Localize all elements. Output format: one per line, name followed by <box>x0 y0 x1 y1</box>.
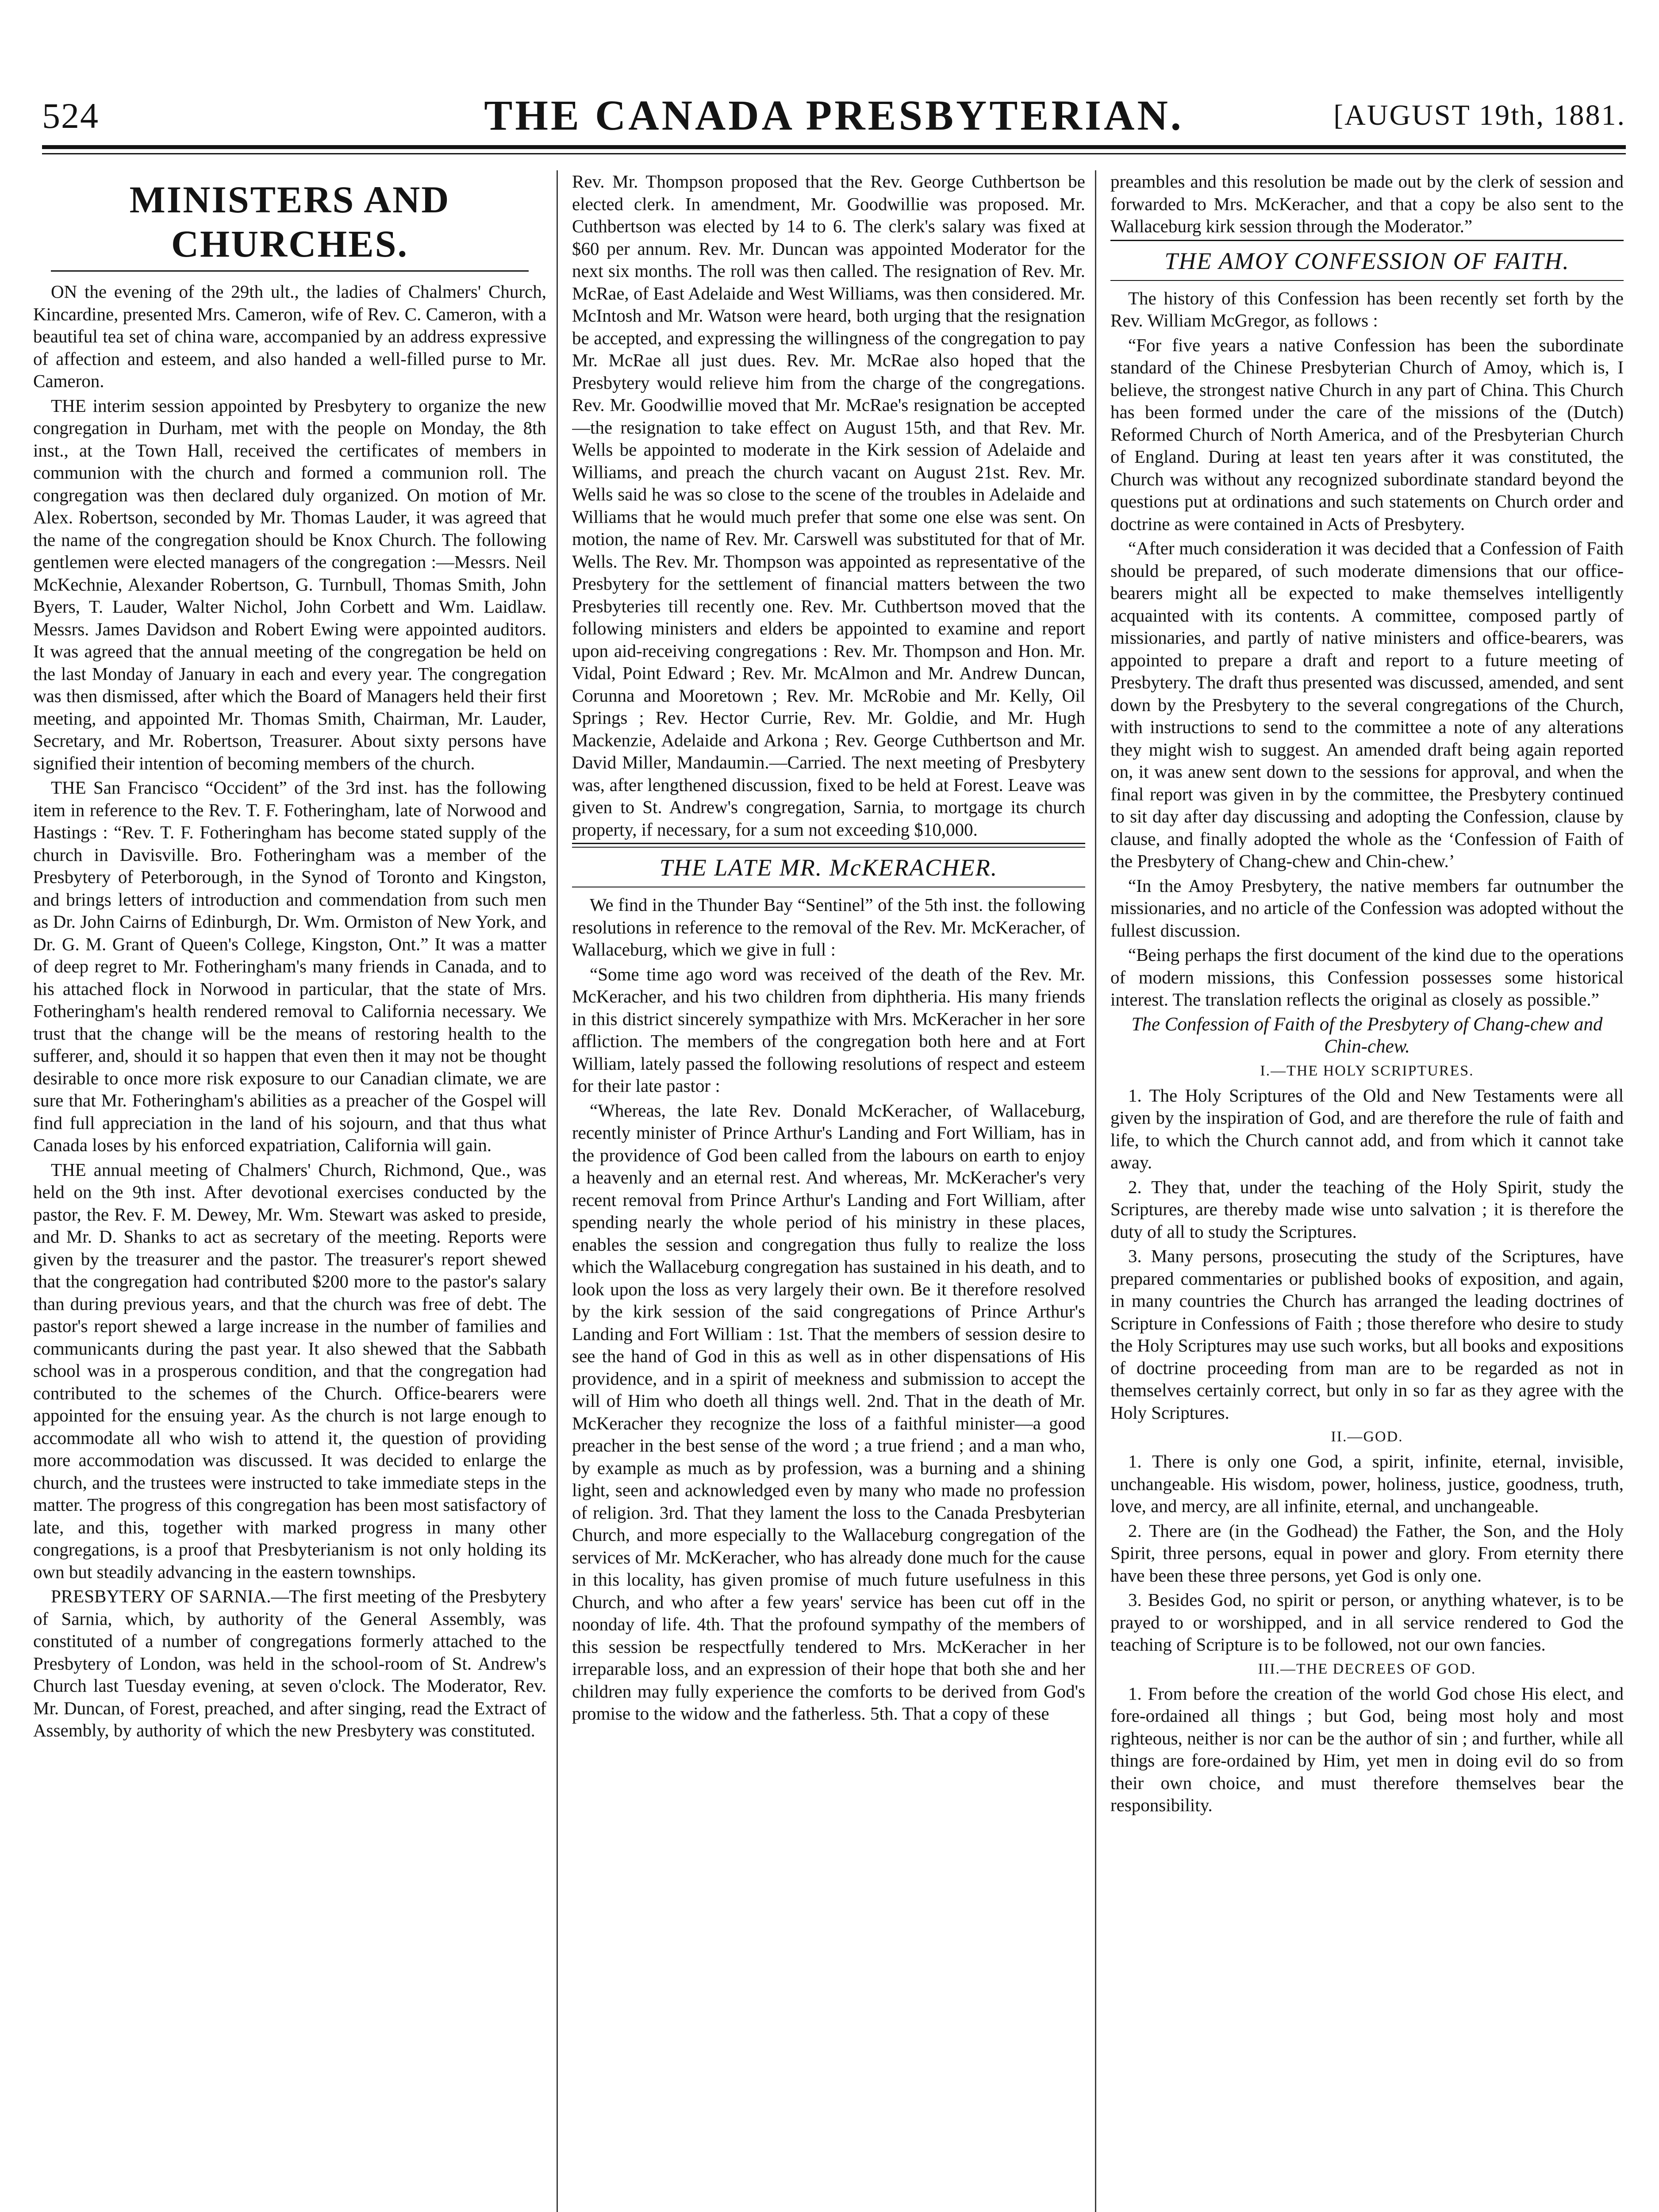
section-heading-scriptures: I.—THE HOLY SCRIPTURES. <box>1260 1062 1474 1079</box>
column-2 <box>572 170 1085 2212</box>
article-sarnia-continued: Rev. Mr. Thompson proposed that the Rev. George Cuthbertson be elected clerk. In amendment, Mr. Goodwillie was proposed. Mr. Cuthbertson was elected by 14 to 6. The clerk's salary was fixed at $60 per annum. Rev. Mr. Duncan was appointed Moderator for the next six months. The roll was then called. The resignation of Rev. Mr. McRae, of East Adelaide and West Williams, was then considered. Mr. McIntosh and Mr. Watson were heard, both urging that the resignation be accepted, and expressing the willingness of the congregation to pay Mr. McRae all just dues. Rev. Mr. McRae also hoped that the Presbytery would relieve him from the charge of the congregations. Rev. Mr. Goodwillie moved that Mr. McRae's resignation be accepted—the resignation to take effect on August 15th, and that Rev. Mr. Wells be appointed to moderate in the Kirk session of Adelaide and Williams, and preach the church vacant on August 21st. Rev. Mr. Wells said he was so close to the scene of the troubles in Adelaide and Williams that he would much prefer that some one else was sent. On motion, the name of Rev. Mr. Carswell was substituted for that of Mr. Wells. The Rev. Mr. Thompson was appointed as representative of the Presbytery for the settlement of financial matters between the two Presbyteries till recently one. Rev. Mr. Cuthbertson moved that the following ministers and elders be appointed to examine and report upon aid-receiving congregations : Rev. Mr. Thompson and Hon. Mr. Vidal, Point Edward ; Rev. Mr. McAlmon and Mr. Andrew Duncan, Corunna and Mooretown ; Rev. Mr. McRobie and Mr. Kelly, Oil Springs ; Rev. Hector Currie, Rev. Mr. Goldie, and Mr. Hugh Mackenzie, Adelaide and Arkona ; Rev. George Cuthbertson and Mr. David Miller, Mandaumin.—Carried. The next meeting of Presbytery was, after lengthened discussion, fixed to be held at Forest. Leave was given to St. Andrew's congregation, Sarnia, to mortgage its church property, if necessary, for a sum not exceeding $10,000. <box>572 171 1085 840</box>
page-header <box>42 91 1626 139</box>
department-title: MINISTERS AND CHURCHES. <box>129 178 450 265</box>
amoy-history-3: “In the Amoy Presbytery, the native members far outnumber the missionaries, and no article of the Confession was adopted without the fullest discussion. <box>1110 875 1624 941</box>
decrees-article-1: 1. From before the creation of the world God chose His elect, and fore-ordained all things ; but God, being most holy and most righteous, neither is nor can be the author of sin ; and further, while all things are fore-ordained by Him, yet men in doing evil do so from their own choice, and must therefore themselves bear the responsibility. <box>1110 1683 1624 1815</box>
god-article-3: 3. Besides God, no spirit or person, or anything whatever, is to be prayed to or worshipped, and in all service rendered to God the teaching of Scripture is to be followed, not our own fancies. <box>1110 1590 1624 1655</box>
article-sarnia: PRESBYTERY OF SARNIA.—The first meeting of the Presbytery of Sarnia, which, by authority of the General Assembly, was constituted of a number of congregations formerly attached to the Presbytery of London, was held in the school-room of St. Andrew's Church last Tuesday evening, at seven o'clock. The Moderator, Rev. Mr. Duncan, of Forest, preached, and after singing, read the Extract of Assembly, by authority of which the new Presbytery was constituted. <box>33 1586 546 1740</box>
scriptures-article-1: 1. The Holy Scriptures of the Old and New Testaments were all given by the inspiration of God, and are therefore the rule of faith and life, to which the Church cannot add, and from which it cannot take away. <box>1110 1085 1624 1172</box>
confession-subtitle: The Confession of Faith of the Presbytery of Chang-chew and Chin-chew. <box>1131 1014 1603 1057</box>
department-rule <box>51 270 529 272</box>
page-number: 524 <box>42 96 99 136</box>
issue-date: [AUGUST 19th, 1881. <box>1333 99 1626 131</box>
mckeracher-intro: We find in the Thunder Bay “Sentinel” of the 5th inst. the following resolutions in reference to the removal of the Rev. Mr. McKeracher, of Wallaceburg, which we give in full : <box>572 895 1085 960</box>
column-3 <box>1110 170 1624 2212</box>
column-divider-2 <box>1095 170 1096 2212</box>
section-rule <box>1110 240 1624 241</box>
title-underline <box>1110 280 1624 281</box>
god-article-2: 2. There are (in the Godhead) the Father, the Son, and the Holy Spirit, three persons, equal in power and glory. From eternity there have been these three persons, yet God is only one. <box>1110 1520 1624 1586</box>
header-rule-thin <box>42 153 1626 154</box>
article-durham: THE interim session appointed by Presbytery to organize the new congregation in Durham, met with the people on Monday, the 8th inst., at the Town Hall, received the certificates of members in communion with the church and formed a communion roll. The congregation was then declared duly organized. On motion of Mr. Alex. Robertson, seconded by Mr. Thomas Lauder, it was agreed that the name of the congregation should be Knox Church. The following gentlemen were elected managers of the congregation :—Messrs. Neil McKechnie, Alexander Robertson, G. Turnbull, Thomas Smith, John Byers, T. Lauder, Walter Nichol, John Corbett and Wm. Laidlaw. Messrs. James Davidson and Robert Ewing were appointed auditors. It was agreed that the annual meeting of the congregation be held on the last Monday of January in each and every year. The congregation was then dismissed, after which the Board of Managers held their first meeting, and appointed Mr. Thomas Smith, Chairman, Mr. Lauder, Secretary, and Mr. Robertson, Treasurer. About sixty persons have signified their intention of becoming members of the church. <box>33 395 546 773</box>
header-rule-thick <box>42 145 1626 149</box>
column-1 <box>33 170 546 2212</box>
section-heading-god: II.—GOD. <box>1331 1429 1403 1445</box>
article-fotheringham: THE San Francisco “Occident” of the 3rd inst. has the following item in reference to the Rev. T. F. Fotheringham, late of Norwood and Hastings : “Rev. T. F. Fotheringham has become stated supply of the church in Davisville. Bro. Fotheringham was a member of the Presbytery of Peterborough, in the Synod of Toronto and Kingston, and brings letters of introduction and commendation from such men as Dr. John Cairns of Edinburgh, Dr. Wm. Ormiston of New York, and Dr. G. M. Grant of Queen's College, Kingston, Ont.” It was a matter of deep regret to Mr. Fotheringham's many friends in Canada, and to his attached flock in Norwood in particular, that the state of Mrs. Fotheringham's health rendered removal to California necessary. We trust that the change will be the means of restoring health to the sufferer, and, should it so happen that even then it may not be thought desirable to once more risk exposure to our Canadian climate, we are sure that Mr. Fotheringham's abilities as a preacher of the Gospel will find full appreciation in the land of his sojourn, and that thus what Canada loses by his enforced expatriation, California will gain. <box>33 777 546 1155</box>
mckeracher-resolution-end: preambles and this resolution be made out by the clerk of session and forwarded to Mrs. McKeracher, and that a copy be also sent to the Wallaceburg kirk session through the Moderator.” <box>1110 171 1624 236</box>
mckeracher-title: THE LATE MR. McKERACHER. <box>659 854 998 881</box>
mckeracher-resolution: “Whereas, the late Rev. Donald McKeracher, of Wallaceburg, recently minister of Prince Arthur's Landing and Fort William, has in the providence of God been called from the labours on earth to enjoy a heavenly and an eternal rest. And whereas, Mr. McKeracher's very recent removal from Prince Arthur's Landing and Fort William, after spending nearly the whole period of his ministry in these places, enables the session and congregation thus fully to realize the loss which the Wallaceburg congregation has sustained in his death, and to look upon the loss as very largely their own. Be it therefore resolved by the kirk session of the said congregations of Prince Arthur's Landing and Fort William : 1st. That the members of session desire to see the hand of God in this as well as in other dispensations of His providence, and in a spirit of meekness and submission to accept the will of Him who doeth all things well. 2nd. That in the death of Mr. McKeracher they recognize the loss of a faithful minister—a good preacher in the best sense of the word ; a true friend ; and a man who, by example as much as by profession, was a burning and a shining light, seen and acknowledged even by many who made no profession of religion. 3rd. That they lament the loss to the Canada Presbyterian Church, and more especially to the Wallaceburg congregation of the services of Mr. McKeracher, who has already done much for the cause in this locality, has given promise of much future usefulness in this Church, and who after a few years' service has been cut off in the noonday of life. 4th. That the profound sympathy of the members of this session be respectfully tendered to Mrs. McKeracher in her irreparable loss, and an expression of their hope that both she and her children may fully experience the comforts to be derived from God's promise to the widow and the fatherless. 5th. That a copy of these <box>572 1100 1085 1724</box>
section-rule-thin <box>572 847 1085 848</box>
amoy-history-2: “After much consideration it was decided that a Confession of Faith should be prepared, of such moderate dimensions that our office-bearers might all be expected to make themselves intelligently acquainted with its contents. A committee, composed partly of missionaries, and partly of native ministers and office-bearers, was appointed to prepare a draft and report to a future meeting of Presbytery. The draft thus presented was discussed, amended, and sent down by the Presbytery to the several congregations of the Church, with instructions to send to the committee a note of any alterations they might wish to suggest. An amended draft being again reported on, it was anew sent down to the sessions for approval, and when the final report was given in by the committee, the Presbytery continued to sit day after day discussing and adopting the Confession, clause by clause, and finally adopted the whole as the ‘Confession of Faith of the Presbytery of Chang-chew and Chin-chew.’ <box>1110 538 1624 871</box>
amoy-title: THE AMOY CONFESSION OF FAITH. <box>1164 247 1570 274</box>
god-article-1: 1. There is only one God, a spirit, infinite, eternal, invisible, unchangeable. His wisdom, power, holiness, justice, goodness, truth, love, and mercy, are all infinite, eternal, and unchangeable. <box>1110 1451 1624 1516</box>
amoy-intro: The history of this Confession has been recently set forth by the Rev. William McGregor, as follows : <box>1110 288 1624 330</box>
scriptures-article-2: 2. They that, under the teaching of the Holy Spirit, study the Scriptures, are thereby made wise unto salvation ; it is therefore the duty of all to study the Scriptures. <box>1110 1176 1624 1242</box>
section-rule <box>572 843 1085 844</box>
article-richmond: THE annual meeting of Chalmers' Church, Richmond, Que., was held on the 9th inst. After devotional exercises conducted by the pastor, the Rev. F. M. Dewey, Mr. Wm. Stewart was asked to preside, and Mr. D. Shanks to act as secretary of the meeting. Reports were given by the treasurer and the pastor. The treasurer's report shewed that the congregation had contributed $200 more to the pastor's salary than during previous years, and that the church was free of debt. The pastor's report shewed a large increase in the number of families and communicants during the past year. It also shewed that the Sabbath school was in a prosperous condition, and that the congregation had contributed to the schemes of the Church. Office-bearers were appointed for the ensuing year. As the church is not large enough to accommodate all who wish to attend it, the question of providing more accommodation was discussed. It was decided to enlarge the church, and the trustees were instructed to take immediate steps in the matter. The progress of this congregation has been most satisfactory of late, and this, together with marked progress in many other congregations, is a proof that Presbyterianism is not only holding its own but steadily advancing in the eastern townships. <box>33 1159 546 1582</box>
amoy-history-1: “For five years a native Confession has been the subordinate standard of the Chinese Presbyterian Church of Amoy, which is, I believe, the strongest native Church in any part of China. This Church has been formed under the care of the missions of the (Dutch) Reformed Church of North America, and of the Presbyterian Church of England. During at least ten years after it was constituted, the Church was without any recognized subordinate standard beyond the questions put at ordinations and such statements on Church order and doctrine as were contained in Acts of Presbytery. <box>1110 334 1624 534</box>
journal-title: THE CANADA PRESBYTERIAN. <box>484 92 1184 139</box>
article-kincardine: ON the evening of the 29th ult., the ladies of Chalmers' Church, Kincardine, presented Mrs. Cameron, wife of Rev. C. Cameron, with a beautiful tea set of china ware, accompanied by an address expressive of affection and esteem, and also handed a well-filled purse to Mr. Cameron. <box>33 281 546 391</box>
mckeracher-notice: “Some time ago word was received of the death of the Rev. Mr. McKeracher, and his two children from diphtheria. His many friends in this district sincerely sympathize with Mrs. McKeracher in her sore affliction. The members of the congregation both here and at Fort William, lately passed the following resolutions of respect and esteem for their late pastor : <box>572 964 1085 1096</box>
column-divider-1 <box>557 170 558 2212</box>
scriptures-article-3: 3. Many persons, prosecuting the study of the Scriptures, have prepared commentaries or published books of exposition, and again, in many countries the Church has arranged the leading doctrines of Scripture in Confessions of Faith ; those therefore who desire to study the Holy Scriptures may use such works, but all books and expositions of doctrine proceeding from man are to be regarded as not in themselves certainly correct, but only in so far as they agree with the Holy Scriptures. <box>1110 1246 1624 1423</box>
amoy-history-4: “Being perhaps the first document of the kind due to the operations of modern missions, this Confession possesses some historical interest. The translation reflects the original as closely as possible.” <box>1110 945 1624 1010</box>
section-heading-decrees: III.—THE DECREES OF GOD. <box>1258 1660 1476 1677</box>
